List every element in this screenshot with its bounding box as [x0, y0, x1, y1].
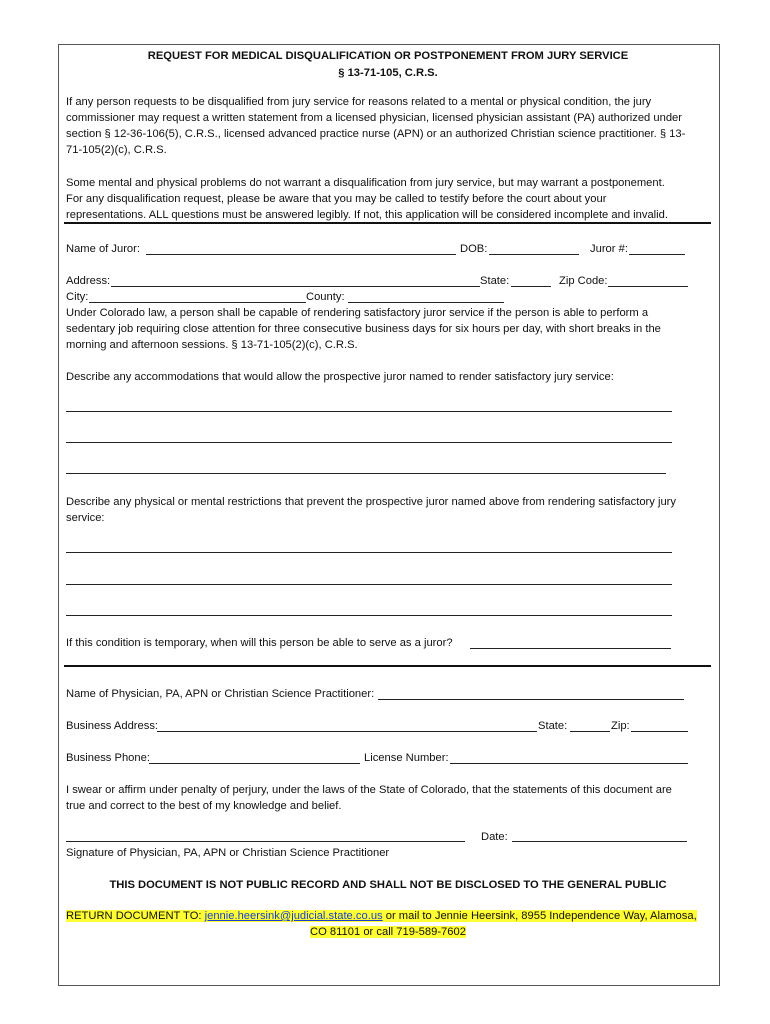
accommodations-answer-line-2[interactable] [66, 442, 672, 443]
juror-number-label: Juror #: [590, 243, 628, 255]
dob-label: DOB: [460, 243, 488, 255]
license-number-field[interactable] [450, 763, 688, 764]
address-label: Address: [66, 275, 111, 287]
juror-name-label: Name of Juror: [66, 243, 140, 255]
signature-field[interactable] [66, 841, 465, 842]
business-address-label: Business Address: [66, 720, 159, 732]
section-divider [64, 222, 711, 224]
business-state-label: State: [538, 720, 568, 732]
return-info-line-2 [58, 924, 718, 940]
form-title: REQUEST FOR MEDICAL DISQUALIFICATION OR POSTPONEMENT FROM JURY SERVICE [147, 50, 629, 62]
zip-code-label: Zip Code: [559, 275, 608, 287]
intro-paragraph-1-line-2: commissioner may request a written statement from a licensed physician, licensed physician assistant (PA) authorized under [66, 112, 683, 124]
form-statute: § 13-71-105, C.R.S. [338, 67, 438, 79]
section-divider-2 [64, 665, 711, 667]
accommodations-question: Describe any accommodations that would allow the prospective juror named to render satisfactory jury service: [66, 371, 614, 383]
business-zip-label: Zip: [611, 720, 630, 732]
intro-paragraph-1-line-3: section § 12-36-106(5), C.R.S., licensed advanced practice nurse (APN) or an authorized Christian science practitioner. § 13- [66, 128, 686, 140]
dob-field[interactable] [489, 254, 579, 255]
business-state-field[interactable] [570, 731, 610, 732]
restrictions-answer-line-3[interactable] [66, 615, 672, 616]
physician-name-field[interactable] [378, 699, 684, 700]
city-field[interactable] [89, 302, 306, 303]
accommodations-answer-line-1[interactable] [66, 411, 672, 412]
law-text-line-1: Under Colorado law, a person shall be capable of rendering satisfactory juror service if the person is able to perform a [66, 307, 649, 319]
accommodations-answer-line-3[interactable] [66, 473, 666, 474]
return-prefix: RETURN DOCUMENT TO: [66, 910, 205, 922]
intro-paragraph-2-line-2: For any disqualification request, please be aware that you may be called to testify before the court about your [66, 193, 607, 205]
return-info-line-1 [66, 908, 697, 924]
law-text-line-2: sedentary job requiring close attention for three consecutive business days for six hours per day, with short breaks in the [66, 323, 661, 335]
confidentiality-notice: THIS DOCUMENT IS NOT PUBLIC RECORD AND SHALL NOT BE DISCLOSED TO THE GENERAL PUBLIC [109, 879, 667, 891]
physician-name-label: Name of Physician, PA, APN or Christian Science Practitioner: [66, 688, 375, 700]
temporary-condition-question: If this condition is temporary, when will this person be able to serve as a juror? [66, 637, 453, 649]
county-field[interactable] [348, 302, 504, 303]
juror-name-field[interactable] [146, 254, 456, 255]
restrictions-question-line-1: Describe any physical or mental restrictions that prevent the prospective juror named above from rendering satisfactory jury [66, 496, 676, 508]
business-address-field[interactable] [157, 731, 537, 732]
return-address-text: or mail to Jennie Heersink, 8955 Independence Way, Alamosa, [382, 910, 697, 922]
intro-paragraph-2-line-3: representations. ALL questions must be answered legibly. If not, this application will be considered incomplete and invalid. [66, 209, 668, 221]
zip-code-field[interactable] [608, 286, 688, 287]
intro-paragraph-2-line-1: Some mental and physical problems do not warrant a disqualification from jury service, but may warrant a postponement. [66, 177, 665, 189]
restrictions-question-line-2: service: [66, 512, 105, 524]
state-field[interactable] [511, 286, 551, 287]
signature-date-field[interactable] [512, 841, 687, 842]
return-phone-text: CO 81101 or call 719-589-7602 [310, 926, 466, 938]
oath-line-1: I swear or affirm under penalty of perjury, under the laws of the State of Colorado, that the statements of this document are [66, 784, 672, 796]
license-number-label: License Number: [364, 752, 449, 764]
state-label: State: [480, 275, 510, 287]
oath-line-2: true and correct to the best of my knowledge and belief. [66, 800, 342, 812]
temporary-condition-field[interactable] [470, 648, 671, 649]
city-label: City: [66, 291, 89, 303]
signature-caption: Signature of Physician, PA, APN or Christian Science Practitioner [66, 847, 390, 859]
intro-paragraph-1-line-4: 71-105(2)(c), C.R.S. [66, 144, 167, 156]
return-email-link[interactable]: jennie.heersink@judicial.state.co.us [204, 910, 383, 922]
law-text-line-3: morning and afternoon sessions. § 13-71-105(2)(c), C.R.S. [66, 339, 358, 351]
restrictions-answer-line-1[interactable] [66, 552, 672, 553]
business-zip-field[interactable] [631, 731, 688, 732]
business-phone-field[interactable] [149, 763, 360, 764]
address-field[interactable] [111, 286, 480, 287]
juror-number-field[interactable] [629, 254, 685, 255]
intro-paragraph-1-line-1: If any person requests to be disqualified from jury service for reasons related to a mental or physical condition, the jury [66, 96, 652, 108]
county-label: County: [306, 291, 345, 303]
restrictions-answer-line-2[interactable] [66, 584, 672, 585]
business-phone-label: Business Phone: [66, 752, 150, 764]
signature-date-label: Date: [481, 831, 508, 843]
